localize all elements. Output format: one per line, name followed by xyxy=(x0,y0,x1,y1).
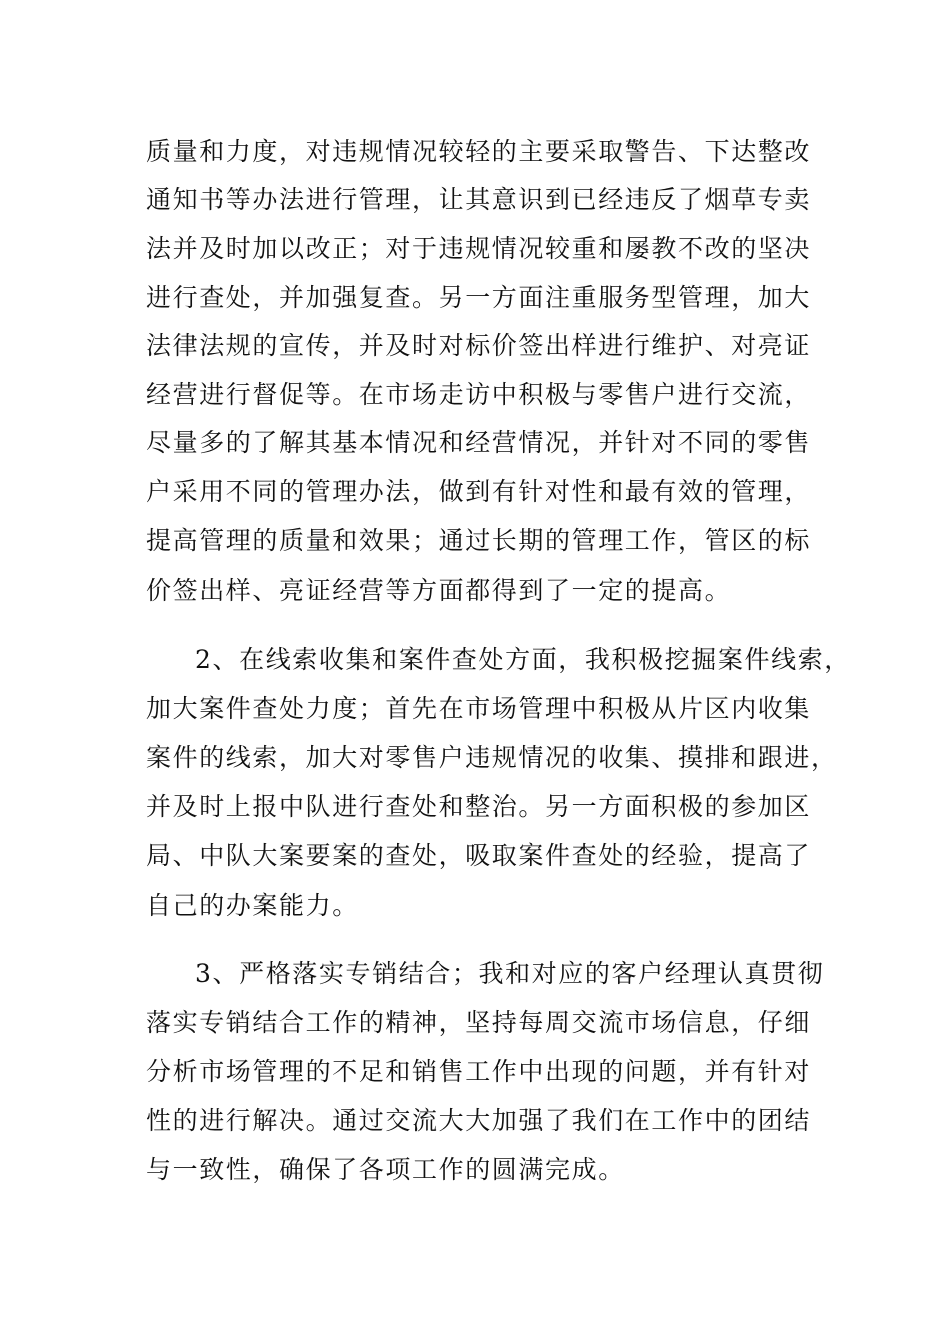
text-line: 局、中队大案要案的查处，吸取案件查处的经验，提高了 xyxy=(146,841,812,870)
text-line: 进行查处，并加强复查。另一方面注重服务型管理，加大 xyxy=(146,283,812,312)
text-line: 2、在线索收集和案件查处方面，我积极挖掘案件线索， xyxy=(195,645,851,674)
text-line: 尽量多的了解其基本情况和经营情况，并针对不同的零售 xyxy=(146,428,812,457)
text-line: 法律法规的宣传，并及时对标价签出样进行维护、对亮证 xyxy=(146,331,812,360)
text-line: 价签出样、亮证经营等方面都得到了一定的提高。 xyxy=(146,576,732,605)
text-line: 落实专销结合工作的精神，坚持每周交流市场信息，仔细 xyxy=(146,1008,812,1037)
text-line: 户采用不同的管理办法，做到有针对性和最有效的管理， xyxy=(146,477,812,506)
text-line: 质量和力度，对违规情况较轻的主要采取警告、下达整改 xyxy=(146,137,812,166)
text-line: 案件的线索，加大对零售户违规情况的收集、摸排和跟进， xyxy=(146,743,838,772)
text-line: 法并及时加以改正；对于违规情况较重和屡教不改的坚决 xyxy=(146,234,812,263)
text-line: 加大案件查处力度；首先在市场管理中积极从片区内收集 xyxy=(146,694,812,723)
text-line: 性的进行解决。通过交流大大加强了我们在工作中的团结 xyxy=(146,1106,812,1135)
text-line: 与一致性，确保了各项工作的圆满完成。 xyxy=(146,1155,625,1184)
text-line: 并及时上报中队进行查处和整治。另一方面积极的参加区 xyxy=(146,792,812,821)
text-line: 通知书等办法进行管理，让其意识到已经违反了烟草专卖 xyxy=(146,185,812,214)
text-line: 自己的办案能力。 xyxy=(146,891,359,920)
text-line: 分析市场管理的不足和销售工作中出现的问题，并有针对 xyxy=(146,1057,812,1086)
text-line: 提高管理的质量和效果；通过长期的管理工作，管区的标 xyxy=(146,526,812,555)
text-line: 经营进行督促等。在市场走访中积极与零售户进行交流， xyxy=(146,380,812,409)
text-line: 3、严格落实专销结合；我和对应的客户经理认真贯彻 xyxy=(195,959,825,988)
